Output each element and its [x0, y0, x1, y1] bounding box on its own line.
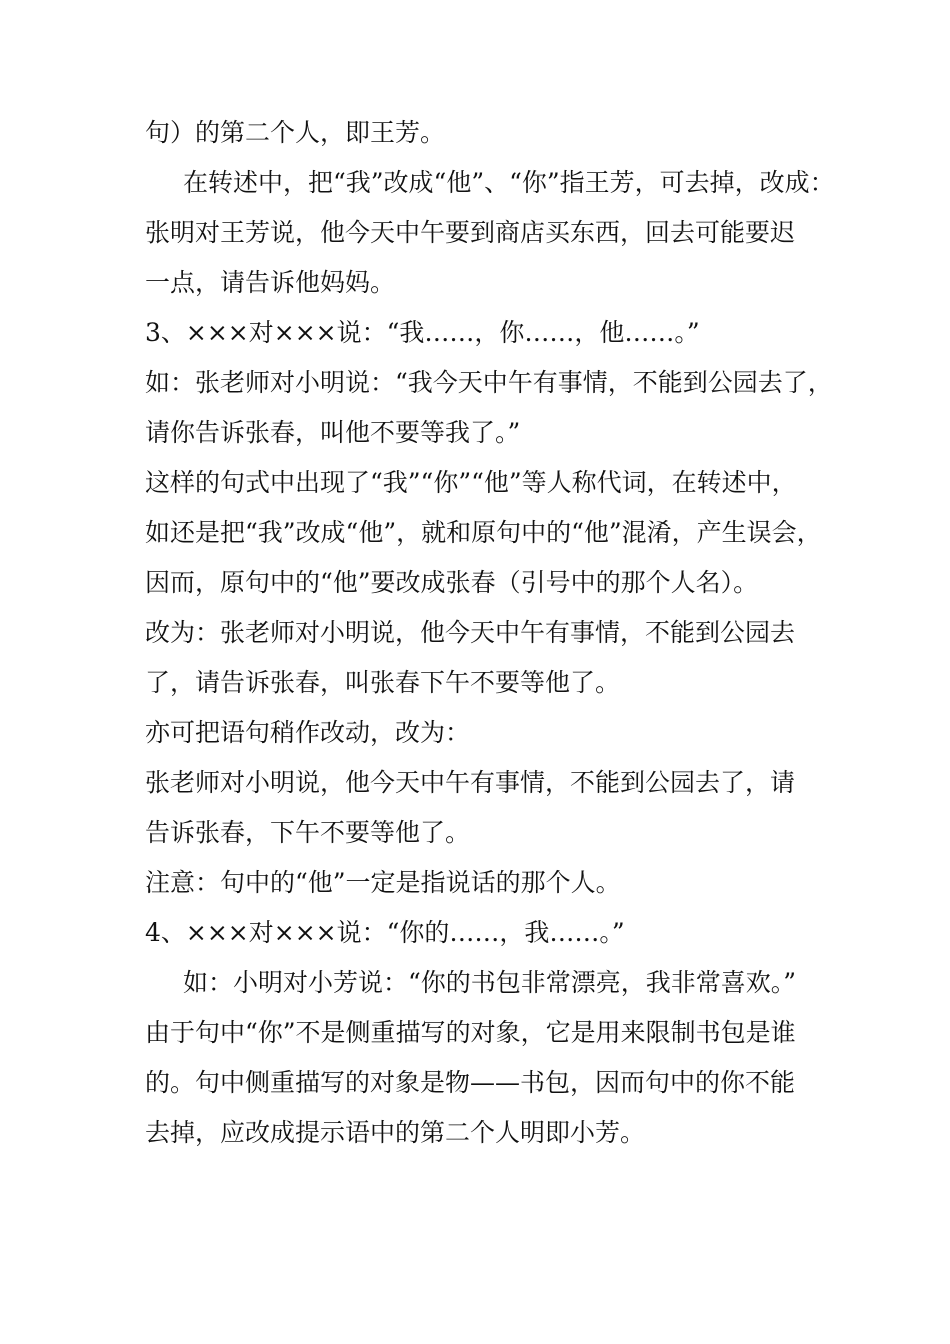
text-line: 改为：张老师对小明说，他今天中午有事情，不能到公园去	[145, 618, 796, 647]
text-line: 在转述中，把“我”改成“他”、“你”指王芳，可去掉，改成：	[183, 168, 835, 197]
section-heading-3: 3、×××对×××说：“我……，你……，他……。”	[145, 318, 700, 347]
text-line: 一点，请告诉他妈妈。	[145, 268, 396, 297]
text-line: 请你告诉张春，叫他不要等我了。”	[145, 418, 521, 447]
text-line: 如：张老师对小明说：“我今天中午有事情，不能到公园去了，	[145, 368, 833, 397]
text-line: 张明对王芳说，他今天中午要到商店买东西，回去可能要迟	[145, 218, 796, 247]
note-line: 注意：句中的“他”一定是指说话的那个人。	[145, 868, 621, 897]
text-line: 去掉，应改成提示语中的第二个人明即小芳。	[145, 1118, 646, 1147]
text-line: 告诉张春，下午不要等他了。	[145, 818, 471, 847]
text-line: 由于句中“你”不是侧重描写的对象，它是用来限制书包是谁	[145, 1018, 796, 1047]
document-body	[145, 108, 835, 1158]
text-line: 如：小明对小芳说：“你的书包非常漂亮，我非常喜欢。”	[183, 968, 797, 997]
section-heading-4: 4、×××对×××说：“你的……，我……。”	[145, 918, 625, 947]
text-line: 句）的第二个人，即王芳。	[145, 118, 446, 147]
text-line: 张老师对小明说，他今天中午有事情，不能到公园去了，请	[145, 768, 796, 797]
text-line: 的。句中侧重描写的对象是物——书包，因而句中的你不能	[145, 1068, 796, 1097]
text-line: 这样的句式中出现了“我”“你”“他”等人称代词，在转述中，	[145, 468, 797, 497]
text-line: 亦可把语句稍作改动，改为：	[145, 718, 471, 747]
text-line: 因而，原句中的“他”要改成张春（引号中的那个人名）。	[145, 568, 759, 597]
text-line: 了，请告诉张春，叫张春下午不要等他了。	[145, 668, 621, 697]
text-line: 如还是把“我”改成“他”，就和原句中的“他”混淆，产生误会，	[145, 518, 822, 547]
